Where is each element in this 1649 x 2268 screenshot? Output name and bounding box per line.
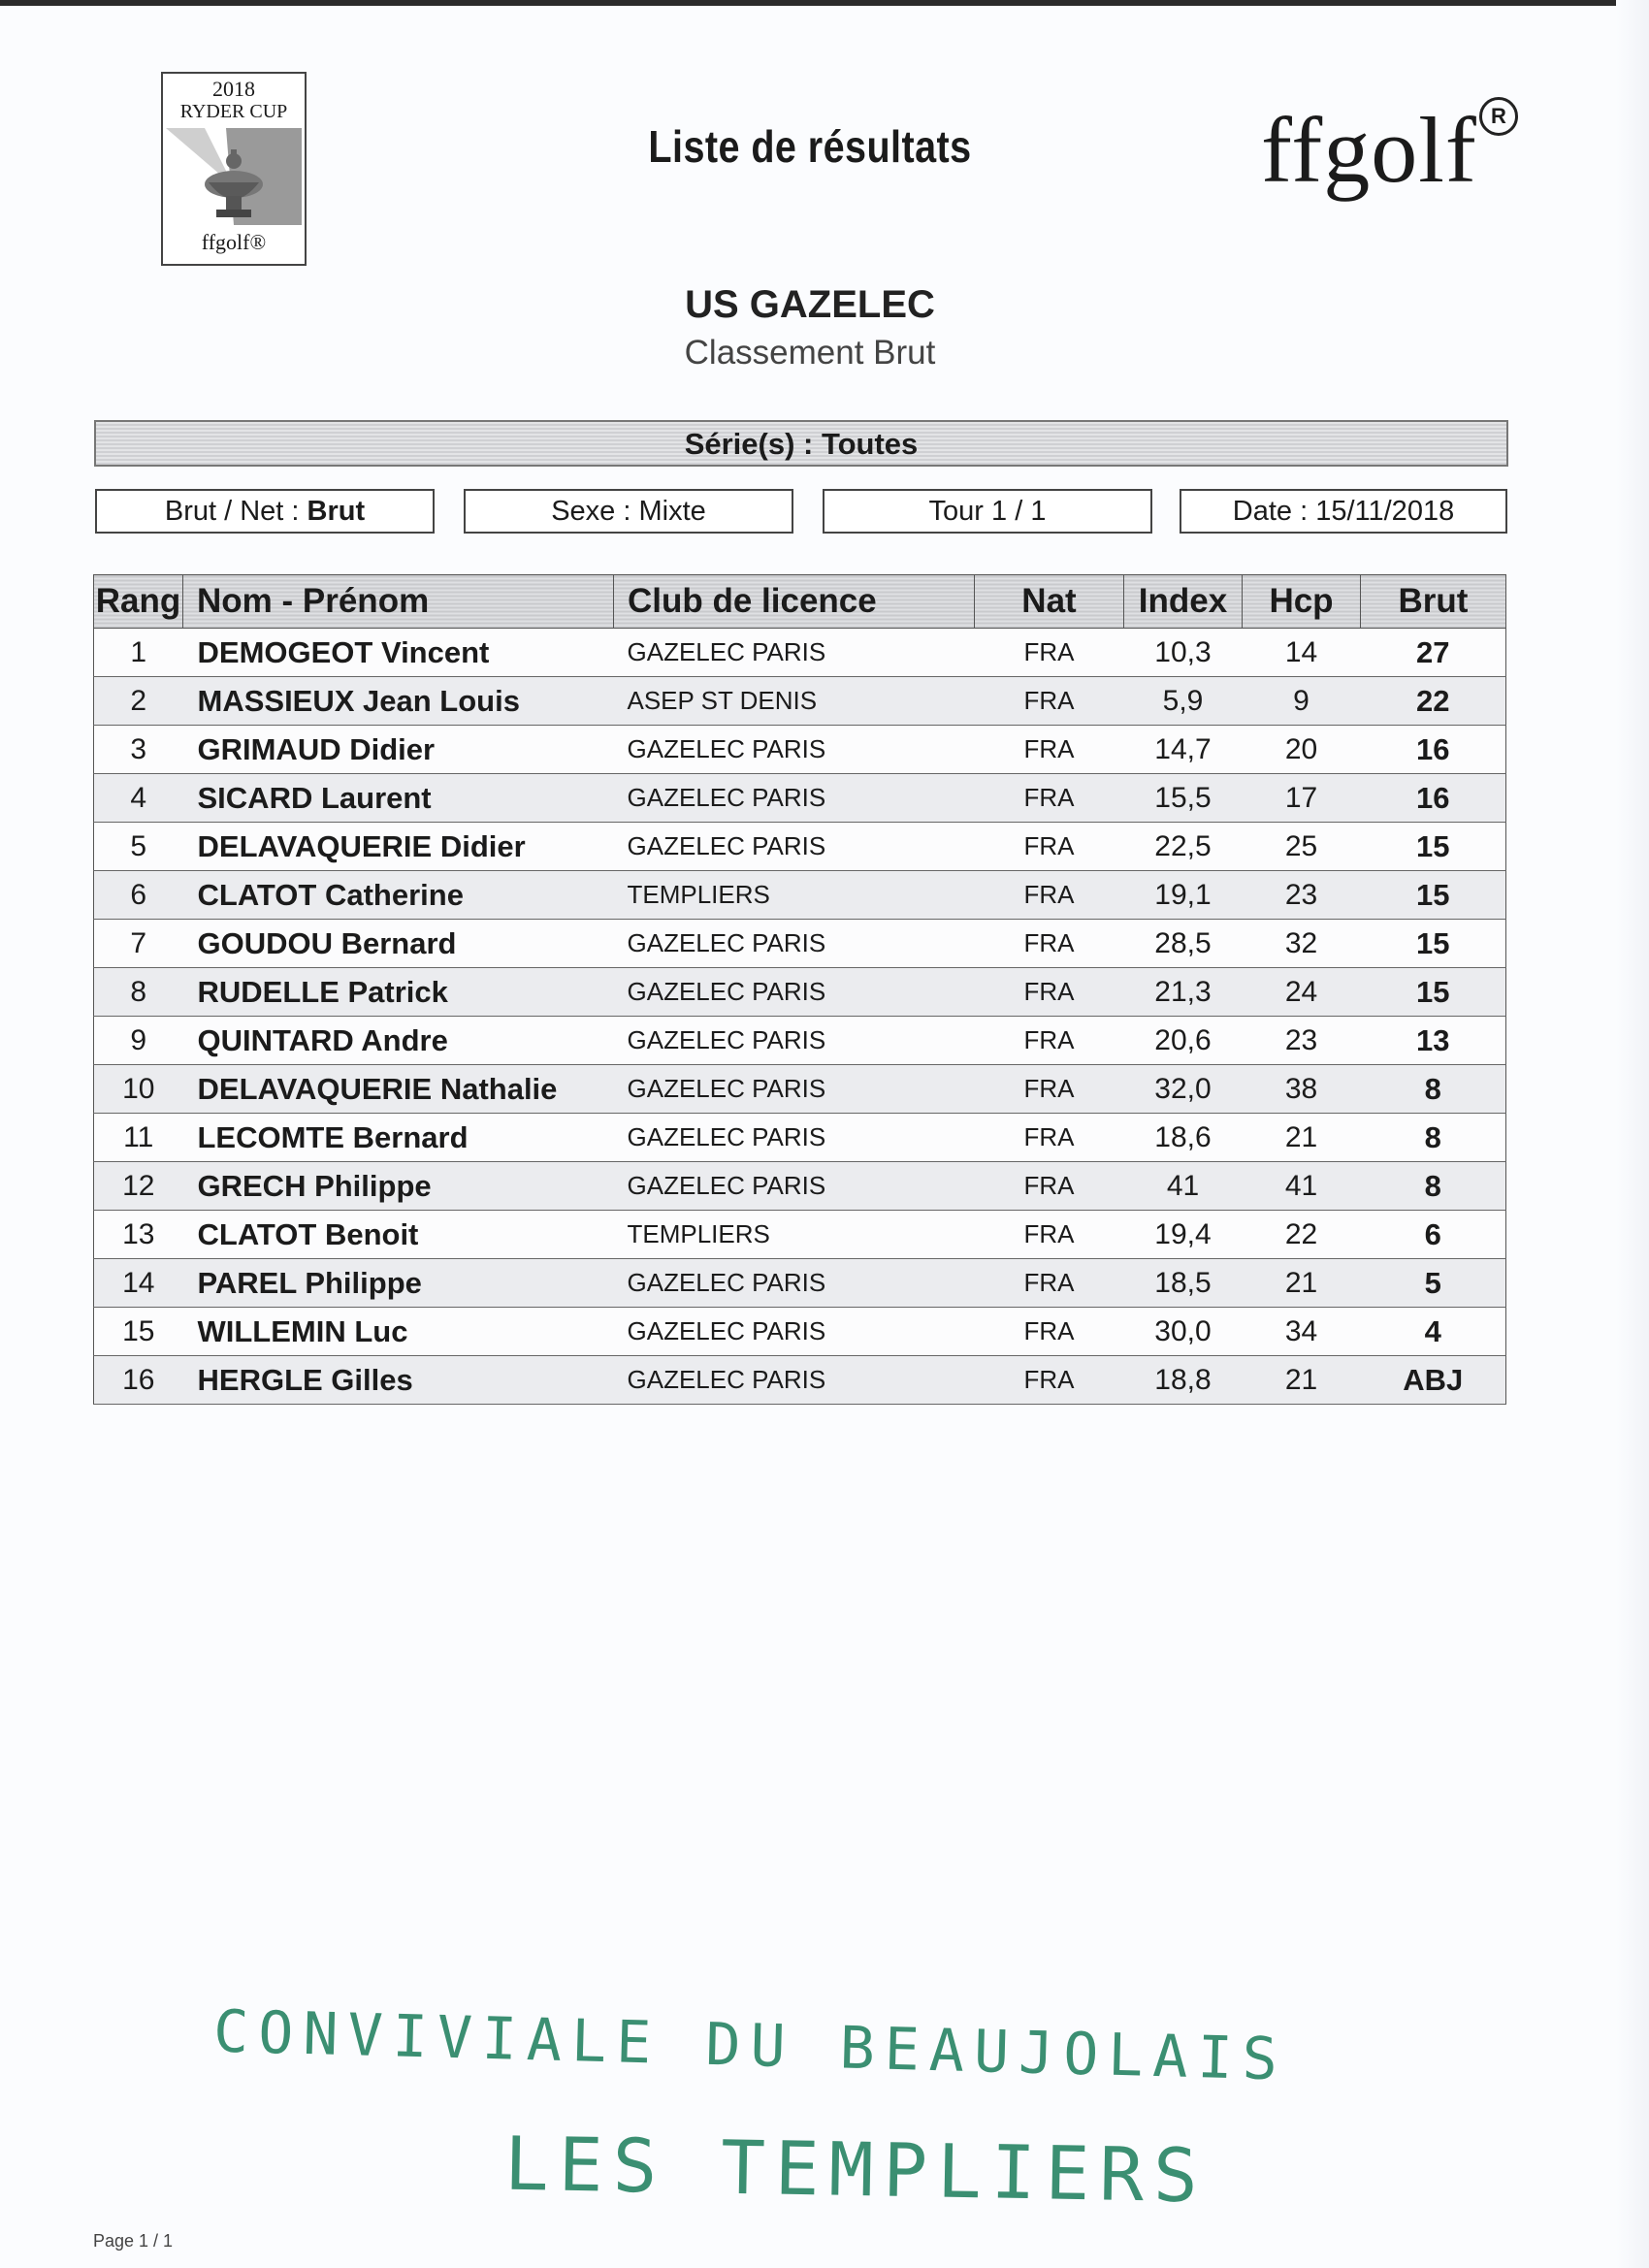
handicap-cell: 9 bbox=[1243, 677, 1361, 726]
results-table bbox=[93, 574, 1506, 1405]
index-cell: 15,5 bbox=[1124, 774, 1243, 823]
handicap-cell: 20 bbox=[1243, 726, 1361, 774]
results-body bbox=[94, 629, 1506, 1405]
table-row bbox=[94, 1259, 1506, 1308]
logo-event: RYDER CUP bbox=[179, 101, 288, 122]
table-row bbox=[94, 774, 1506, 823]
index-cell: 20,6 bbox=[1124, 1017, 1243, 1065]
brut-score-cell: 22 bbox=[1361, 677, 1506, 726]
series-label: Série(s) : Toutes bbox=[684, 427, 919, 461]
rank-cell: 10 bbox=[94, 1065, 183, 1114]
club-cell: ASEP ST DENIS bbox=[614, 677, 975, 726]
col-header-nom: Nom - Prénom bbox=[183, 575, 614, 629]
brut-score-cell: 6 bbox=[1361, 1211, 1506, 1259]
player-name-cell: QUINTARD Andre bbox=[183, 1017, 614, 1065]
brut-score-cell: 4 bbox=[1361, 1308, 1506, 1356]
table-row bbox=[94, 677, 1506, 726]
club-cell: GAZELEC PARIS bbox=[614, 1308, 975, 1356]
brut-score-cell: 8 bbox=[1361, 1162, 1506, 1211]
player-name-cell: SICARD Laurent bbox=[183, 774, 614, 823]
brut-score-cell: 16 bbox=[1361, 774, 1506, 823]
handicap-cell: 24 bbox=[1243, 968, 1361, 1017]
nationality-cell: FRA bbox=[975, 1017, 1124, 1065]
club-cell: GAZELEC PARIS bbox=[614, 968, 975, 1017]
nationality-cell: FRA bbox=[975, 677, 1124, 726]
brut-score-cell: 15 bbox=[1361, 968, 1506, 1017]
table-row bbox=[94, 1114, 1506, 1162]
index-cell: 10,3 bbox=[1124, 629, 1243, 677]
player-name-cell: HERGLE Gilles bbox=[183, 1356, 614, 1405]
scan-edge-top bbox=[0, 0, 1649, 6]
index-cell: 5,9 bbox=[1124, 677, 1243, 726]
rank-cell: 7 bbox=[94, 920, 183, 968]
brut-score-cell: 16 bbox=[1361, 726, 1506, 774]
handicap-cell: 34 bbox=[1243, 1308, 1361, 1356]
trophy-icon bbox=[166, 128, 302, 225]
rank-cell: 9 bbox=[94, 1017, 183, 1065]
player-name-cell: MASSIEUX Jean Louis bbox=[183, 677, 614, 726]
player-name-cell: RUDELLE Patrick bbox=[183, 968, 614, 1017]
table-row bbox=[94, 1211, 1506, 1259]
club-cell: GAZELEC PARIS bbox=[614, 774, 975, 823]
ffgolf-logo: ffgolf bbox=[1261, 98, 1477, 202]
brut-score-cell: 8 bbox=[1361, 1065, 1506, 1114]
club-cell: GAZELEC PARIS bbox=[614, 1259, 975, 1308]
index-cell: 18,5 bbox=[1124, 1259, 1243, 1308]
date-box bbox=[1180, 489, 1507, 534]
brut-score-cell: 8 bbox=[1361, 1114, 1506, 1162]
nationality-cell: FRA bbox=[975, 968, 1124, 1017]
rank-cell: 11 bbox=[94, 1114, 183, 1162]
series-bar bbox=[94, 420, 1508, 467]
col-header-nat: Nat bbox=[975, 575, 1124, 629]
brut-score-cell: 13 bbox=[1361, 1017, 1506, 1065]
sexe-box bbox=[464, 489, 793, 534]
index-cell: 28,5 bbox=[1124, 920, 1243, 968]
table-row bbox=[94, 1356, 1506, 1405]
table-row bbox=[94, 1065, 1506, 1114]
club-cell: TEMPLIERS bbox=[614, 1211, 975, 1259]
nationality-cell: FRA bbox=[975, 1065, 1124, 1114]
handicap-cell: 17 bbox=[1243, 774, 1361, 823]
nationality-cell: FRA bbox=[975, 1356, 1124, 1405]
logo-year: 2018 bbox=[212, 77, 255, 101]
club-cell: TEMPLIERS bbox=[614, 871, 975, 920]
handwritten-note-line-1: CONVIVIALE DU BEAUJOLAIS bbox=[212, 1997, 1288, 2094]
index-cell: 21,3 bbox=[1124, 968, 1243, 1017]
tour-value: Tour 1 / 1 bbox=[928, 496, 1047, 527]
rank-cell: 13 bbox=[94, 1211, 183, 1259]
nationality-cell: FRA bbox=[975, 1211, 1124, 1259]
col-header-index: Index bbox=[1124, 575, 1243, 629]
logo-brand: ffgolf® bbox=[201, 230, 267, 254]
rank-cell: 3 bbox=[94, 726, 183, 774]
index-cell: 19,4 bbox=[1124, 1211, 1243, 1259]
nationality-cell: FRA bbox=[975, 920, 1124, 968]
table-row bbox=[94, 871, 1506, 920]
index-cell: 41 bbox=[1124, 1162, 1243, 1211]
col-header-hcp: Hcp bbox=[1243, 575, 1361, 629]
col-header-rang: Rang bbox=[94, 575, 183, 629]
club-cell: GAZELEC PARIS bbox=[614, 1114, 975, 1162]
tour-box bbox=[823, 489, 1152, 534]
brut-score-cell: ABJ bbox=[1361, 1356, 1506, 1405]
player-name-cell: DEMOGEOT Vincent bbox=[183, 629, 614, 677]
handicap-cell: 25 bbox=[1243, 823, 1361, 871]
rank-cell: 12 bbox=[94, 1162, 183, 1211]
player-name-cell: GOUDOU Bernard bbox=[183, 920, 614, 968]
index-cell: 19,1 bbox=[1124, 871, 1243, 920]
club-cell: GAZELEC PARIS bbox=[614, 823, 975, 871]
nationality-cell: FRA bbox=[975, 1114, 1124, 1162]
handicap-cell: 38 bbox=[1243, 1065, 1361, 1114]
rank-cell: 5 bbox=[94, 823, 183, 871]
brut-score-cell: 15 bbox=[1361, 823, 1506, 871]
sexe-value: Mixte bbox=[638, 496, 706, 527]
club-cell: GAZELEC PARIS bbox=[614, 726, 975, 774]
col-header-brut: Brut bbox=[1361, 575, 1506, 629]
club-cell: GAZELEC PARIS bbox=[614, 1065, 975, 1114]
handicap-cell: 14 bbox=[1243, 629, 1361, 677]
table-header-row bbox=[94, 575, 1506, 629]
handicap-cell: 23 bbox=[1243, 1017, 1361, 1065]
club-cell: GAZELEC PARIS bbox=[614, 629, 975, 677]
nationality-cell: FRA bbox=[975, 823, 1124, 871]
handicap-cell: 23 bbox=[1243, 871, 1361, 920]
player-name-cell: DELAVAQUERIE Didier bbox=[183, 823, 614, 871]
player-name-cell: WILLEMIN Luc bbox=[183, 1308, 614, 1356]
index-cell: 30,0 bbox=[1124, 1308, 1243, 1356]
player-name-cell: CLATOT Benoit bbox=[183, 1211, 614, 1259]
registered-mark: R bbox=[1479, 97, 1518, 136]
handicap-cell: 21 bbox=[1243, 1114, 1361, 1162]
nationality-cell: FRA bbox=[975, 726, 1124, 774]
sexe-label: Sexe : bbox=[551, 496, 631, 527]
handicap-cell: 22 bbox=[1243, 1211, 1361, 1259]
table-row bbox=[94, 920, 1506, 968]
rank-cell: 16 bbox=[94, 1356, 183, 1405]
player-name-cell: GRECH Philippe bbox=[183, 1162, 614, 1211]
nationality-cell: FRA bbox=[975, 774, 1124, 823]
index-cell: 14,7 bbox=[1124, 726, 1243, 774]
club-name: US GAZELEC bbox=[685, 283, 935, 326]
handwritten-note-line-2: LES TEMPLIERS bbox=[503, 2120, 1209, 2219]
classement-subtitle: Classement Brut bbox=[684, 334, 936, 372]
brut-net-value: Brut bbox=[307, 496, 366, 527]
club-cell: GAZELEC PARIS bbox=[614, 1356, 975, 1405]
rank-cell: 6 bbox=[94, 871, 183, 920]
table-row bbox=[94, 1017, 1506, 1065]
scan-edge-right bbox=[1616, 0, 1649, 2268]
date-value: Date : 15/11/2018 bbox=[1232, 496, 1455, 527]
index-cell: 18,6 bbox=[1124, 1114, 1243, 1162]
page-number: Page 1 / 1 bbox=[93, 2231, 174, 2251]
nationality-cell: FRA bbox=[975, 1259, 1124, 1308]
handicap-cell: 41 bbox=[1243, 1162, 1361, 1211]
brut-score-cell: 15 bbox=[1361, 920, 1506, 968]
table-row bbox=[94, 1308, 1506, 1356]
club-cell: GAZELEC PARIS bbox=[614, 1017, 975, 1065]
table-row bbox=[94, 968, 1506, 1017]
player-name-cell: PAREL Philippe bbox=[183, 1259, 614, 1308]
nationality-cell: FRA bbox=[975, 629, 1124, 677]
brut-score-cell: 27 bbox=[1361, 629, 1506, 677]
col-header-club: Club de licence bbox=[614, 575, 975, 629]
brut-score-cell: 15 bbox=[1361, 871, 1506, 920]
brut-score-cell: 5 bbox=[1361, 1259, 1506, 1308]
player-name-cell: DELAVAQUERIE Nathalie bbox=[183, 1065, 614, 1114]
rank-cell: 8 bbox=[94, 968, 183, 1017]
brut-net-box bbox=[95, 489, 435, 534]
club-cell: GAZELEC PARIS bbox=[614, 1162, 975, 1211]
index-cell: 18,8 bbox=[1124, 1356, 1243, 1405]
rank-cell: 2 bbox=[94, 677, 183, 726]
player-name-cell: GRIMAUD Didier bbox=[183, 726, 614, 774]
nationality-cell: FRA bbox=[975, 871, 1124, 920]
player-name-cell: CLATOT Catherine bbox=[183, 871, 614, 920]
nationality-cell: FRA bbox=[975, 1308, 1124, 1356]
handicap-cell: 32 bbox=[1243, 920, 1361, 968]
nationality-cell: FRA bbox=[975, 1162, 1124, 1211]
rank-cell: 14 bbox=[94, 1259, 183, 1308]
table-row bbox=[94, 726, 1506, 774]
handicap-cell: 21 bbox=[1243, 1259, 1361, 1308]
rank-cell: 4 bbox=[94, 774, 183, 823]
brut-net-label: Brut / Net : bbox=[164, 496, 300, 527]
club-cell: GAZELEC PARIS bbox=[614, 920, 975, 968]
table-row bbox=[94, 823, 1506, 871]
table-row bbox=[94, 1162, 1506, 1211]
rank-cell: 15 bbox=[94, 1308, 183, 1356]
rank-cell: 1 bbox=[94, 629, 183, 677]
player-name-cell: LECOMTE Bernard bbox=[183, 1114, 614, 1162]
index-cell: 22,5 bbox=[1124, 823, 1243, 871]
index-cell: 32,0 bbox=[1124, 1065, 1243, 1114]
page-title: Liste de résultats bbox=[648, 121, 972, 172]
handicap-cell: 21 bbox=[1243, 1356, 1361, 1405]
table-row bbox=[94, 629, 1506, 677]
ryder-cup-logo bbox=[161, 72, 307, 266]
